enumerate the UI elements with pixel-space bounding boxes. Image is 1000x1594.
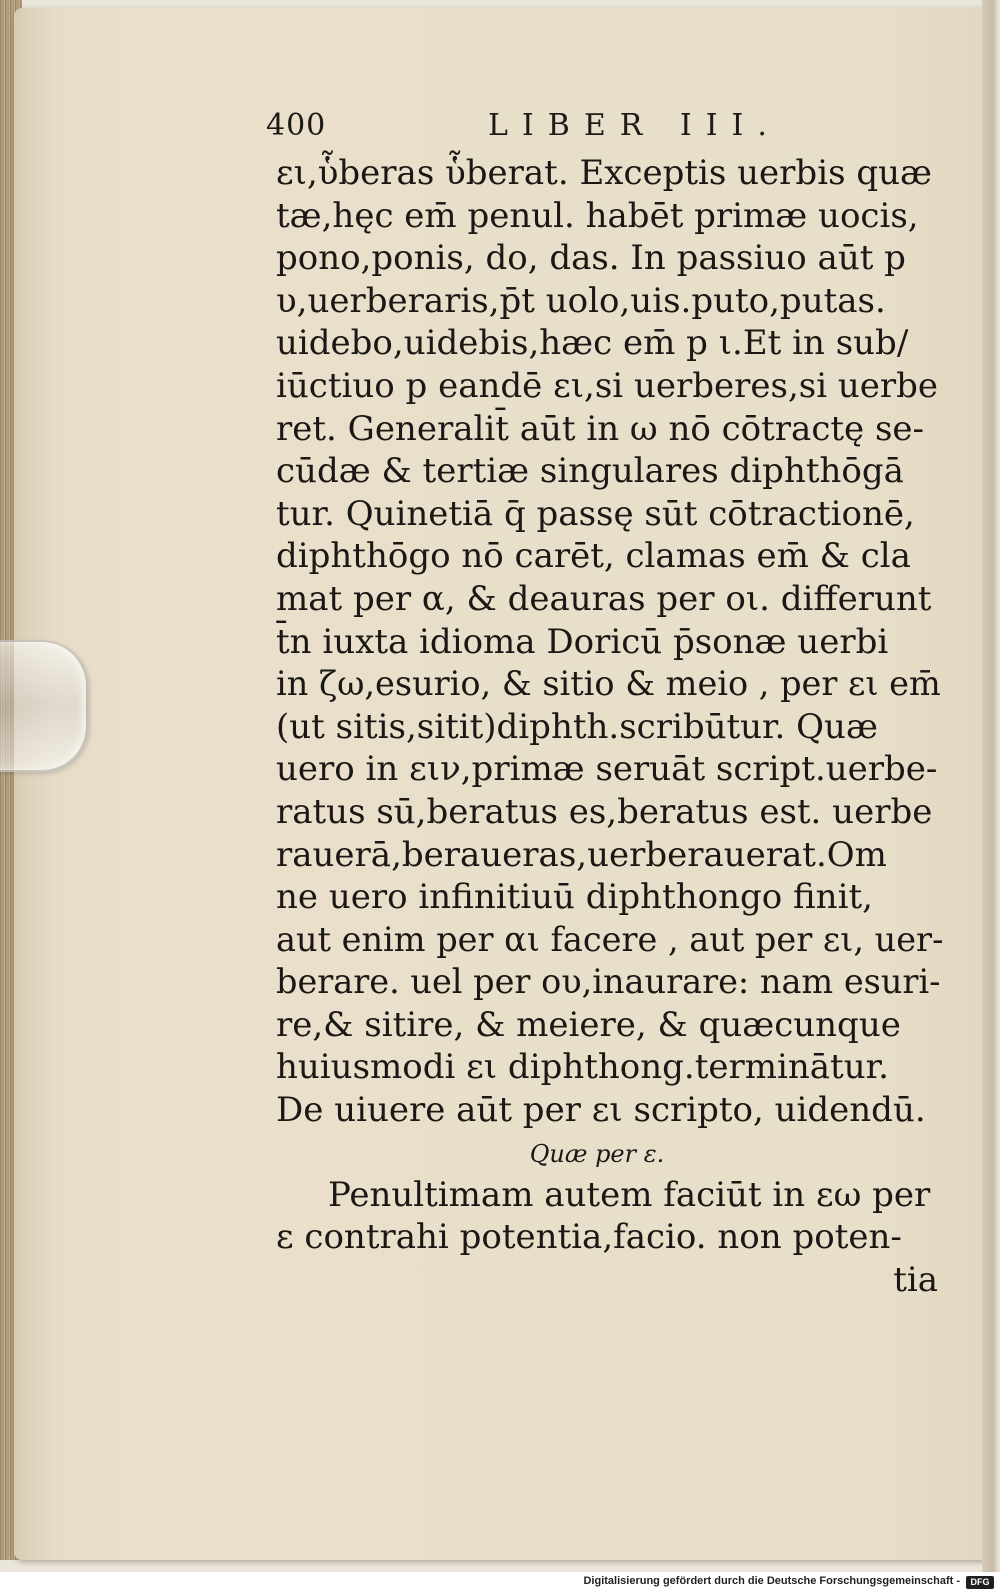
text-line: De uiuere aūt per ει scripto, uidendū. (276, 1090, 926, 1131)
text-line: pono,ponis, do, das. In passiuo aūt p (276, 238, 906, 279)
text-line: cūdæ & tertiæ singulares diphthōgā (276, 451, 904, 492)
text-line: aut enim per αι facere , aut per ει, uer- (276, 919, 944, 959)
text-line: ret. Generalit̄ aūt in ω nō cōtractę se- (276, 408, 925, 449)
text-line: in ζω,esurio, & sitio & meio , per ει em̄ (276, 664, 941, 704)
text-line: υ,uerberaris,p̄t uolo,uis.puto,putas. (276, 280, 886, 321)
text-line: ε contrahi potentia,facio. non poten- (276, 1217, 902, 1258)
text-line: berare. uel per ου,inaurare: nam esuri- (276, 962, 941, 1002)
footer-bar (0, 1572, 1000, 1594)
text-line: mat per α, & deauras per οι. differunt (276, 578, 932, 619)
text-line: uidebo,uidebis,hæc em̄ p ι.Et in sub/ (276, 323, 909, 364)
text-line: rauerā,beraueras,uerberauerat.Om (276, 834, 887, 875)
text-block (276, 152, 948, 1301)
running-head: LIBER III. (488, 108, 781, 143)
text-line: tur. Quinetiā q̄ passę sūt cōtractionē, (276, 493, 915, 534)
text-line: diphthōgo nō carēt, clamas em̄ & cla (276, 536, 911, 577)
digitization-credit: Digitalisierung gefördert durch die Deutsche Forschungsgemeinschaft - (583, 1575, 960, 1587)
text-line: uero in ειν,primæ seruāt script.uerbe- (276, 749, 938, 790)
text-line: ει,ὗberas ὗberat. Exceptis uerbis quæ (276, 153, 932, 193)
text-line: iūctiuo p eandē ει,si uerberes,si uerbe (276, 365, 939, 406)
page-clip (0, 640, 88, 772)
text-line: ne uero infinitiuū diphthongo finit, (276, 877, 873, 918)
text-line: re,& sitire, & meiere, & quæcunque (276, 1004, 901, 1045)
text-line: ratus sū,beratus es,beratus est. uerbe (276, 791, 933, 832)
dfg-logo-icon: DFG (966, 1576, 994, 1589)
text-line: Penultimam autem faciūt in εω per (328, 1174, 931, 1215)
text-line: tæ,hęc em̄ penul. habēt primæ uocis, (276, 195, 919, 236)
folio-number: 400 (266, 108, 327, 143)
text-line: huiusmodi ει diphthong.terminātur. (276, 1047, 889, 1088)
text-line: (ut sitis,sitit)diphth.scribūtur. Quæ (276, 706, 878, 747)
catchword: tia (893, 1259, 938, 1300)
text-line: t̄n iuxta idioma Doricū p̄sonæ uerbi (276, 621, 889, 662)
page-right-margin (982, 0, 1000, 1594)
section-subheading: Quæ per ε. (529, 1139, 665, 1168)
